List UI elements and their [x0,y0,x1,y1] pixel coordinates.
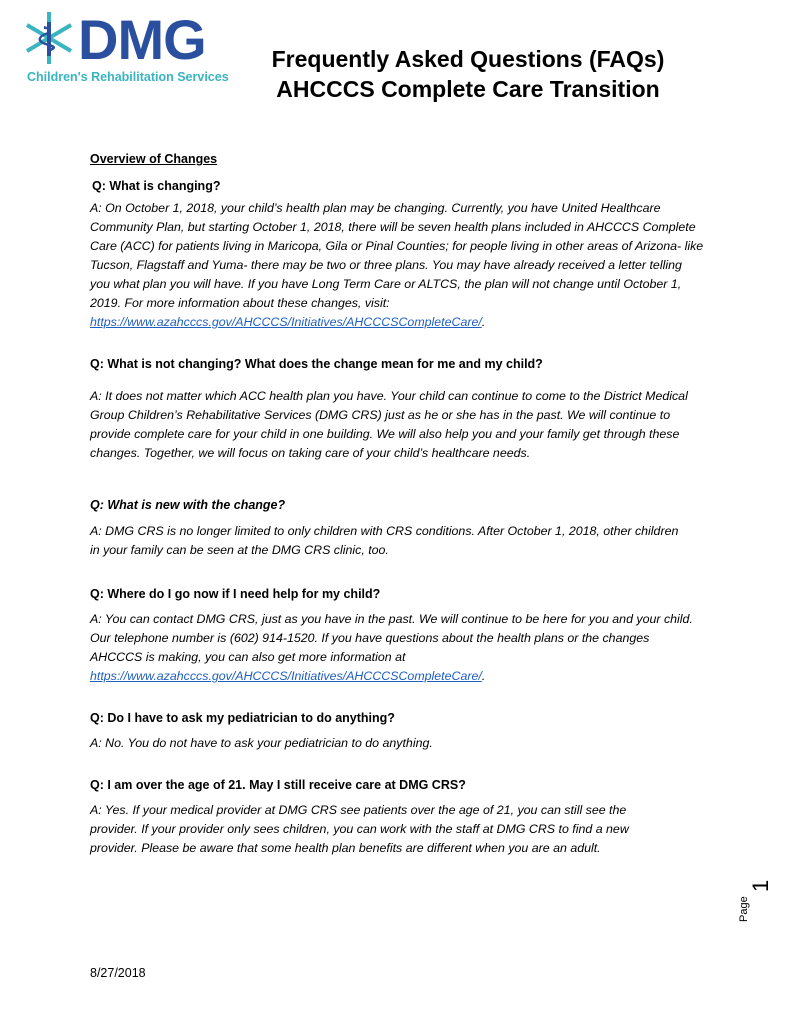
faq-content [90,152,710,858]
section-heading: Overview of Changes [90,152,218,166]
title-line-2: AHCCCS Complete Care Transition [276,76,660,102]
ahcccs-link[interactable]: https://www.azahcccs.gov/AHCCCS/Initiatives/AHCCCSCompleteCare/ [90,669,482,683]
faq-question: Q: What is not changing? What does the change mean for me and my child? [90,357,543,371]
faq-answer: A: Yes. If your medical provider at DMG CRS see patients over the age of 21, you can still see the provider. If your provider only sees children, you can work with the staff at DMG CRS to find a new provider. Please be aware that some health plan benefits are different when you are an adult. [90,803,629,855]
faq-question: Q: What is new with the change? [90,498,286,512]
faq-question: Q: Where do I go now if I need help for my child? [90,587,381,601]
logo [22,8,242,88]
logo-subtitle: Children's Rehabilitation Services [27,70,229,84]
faq-answer: A: You can contact DMG CRS, just as you have in the past. We will continue to be here for you and your child. Our telephone number is (602) 914-1520. If you have questions about the health plans or the changes AHCCCS is making, you can also get more information at https://www.azahcccs.gov/AHCCCS/Initiatives/AHCCCSCompleteCare/. [90,612,693,683]
faq-question: Q: I am over the age of 21. May I still receive care at DMG CRS? [90,778,466,792]
faq-question: Q: Do I have to ask my pediatrician to do anything? [90,711,395,725]
page-label: Page [738,896,750,922]
footer-date: 8/27/2018 [90,966,146,980]
ahcccs-link[interactable]: https://www.azahcccs.gov/AHCCCS/Initiatives/AHCCCSCompleteCare/ [90,315,482,329]
logo-wordmark: DMG [78,8,206,71]
faq-answer: A: On October 1, 2018, your child’s health plan may be changing. Currently, you have United Healthcare Community Plan, but starting October 1, 2018, there will be seven health plans included in AHCCCS Complete Care (ACC) for patients living in Maricopa, Gila or Pinal Counties; for people living in other areas of Arizona- like Tucson, Flagstaff and Yuma- there may be two or three plans. You may have already received a letter telling you what plan you will have. If you have Long Term Care or ALTCS, the plan will not change until October 1, 2019. For more information about these changes, visit: https://www.azahcccs.gov/AHCCCS/Initiatives/AHCCCSCompleteCare/. [90,201,704,329]
star-of-life-icon [22,8,76,68]
page-number [718,880,778,940]
page-title [268,44,668,104]
faq-answer: A: It does not matter which ACC health plan you have. Your child can continue to come to the District Medical Group Children’s Rehabilitative Services (DMG CRS) just as he or she has in the past. We will continue to provide complete care for your child in one building. We will also help you and your family get through these changes. Together, we will focus on taking care of your child’s healthcare needs. [90,389,688,460]
faq-answer: A: DMG CRS is no longer limited to only children with CRS conditions. After October 1, 2018, other children in your family can be seen at the DMG CRS clinic, too. [90,524,679,557]
title-line-1: Frequently Asked Questions (FAQs) [271,46,665,72]
page-number-value: 1 [748,879,773,892]
faq-answer: A: No. You do not have to ask your pediatrician to do anything. [90,736,433,750]
faq-question: Q: What is changing? [92,179,221,193]
